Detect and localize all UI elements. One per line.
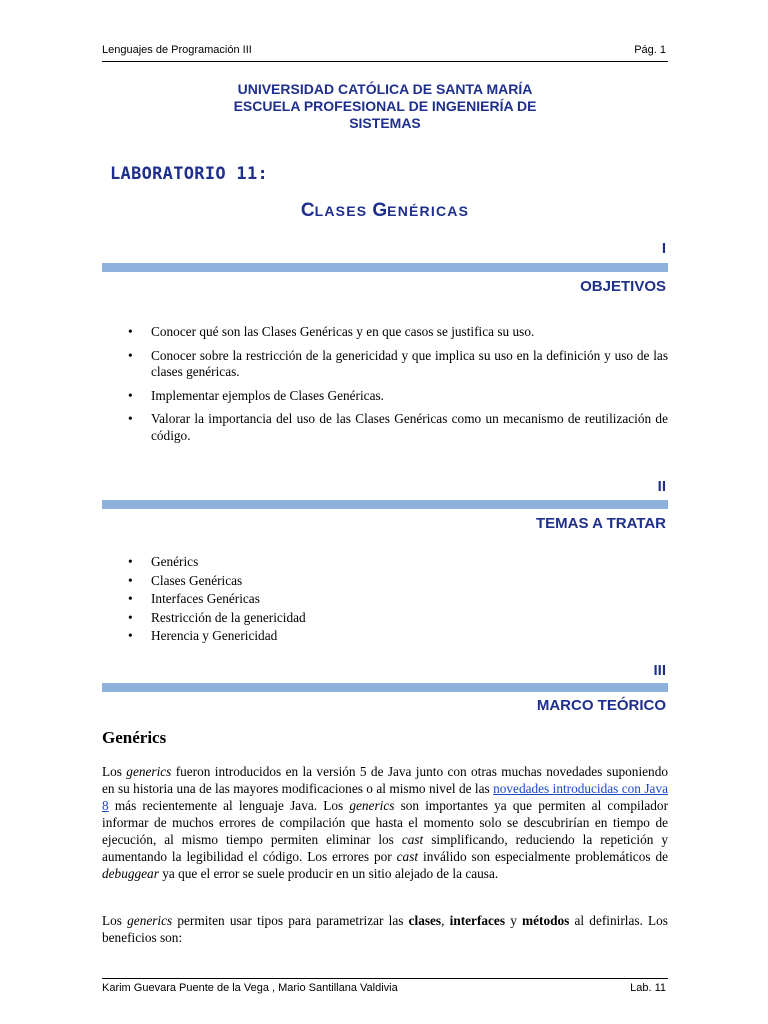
list-item: • Genérics xyxy=(128,553,668,572)
section-title-objetivos: OBJETIVOS xyxy=(580,278,666,295)
bold-clases: clases xyxy=(408,913,442,928)
lab-title: LABORATORIO 11: xyxy=(110,164,269,184)
list-item: • Implementar ejemplos de Clases Genéricas. xyxy=(128,388,668,405)
emphasis-debuggear: debuggear xyxy=(102,866,159,881)
subtitle-word-2: ENÉRICAS xyxy=(387,203,470,219)
section-title-temas: TEMAS A TRATAR xyxy=(536,515,666,532)
emphasis-cast: cast xyxy=(401,832,424,847)
list-item: • Restricción de la genericidad xyxy=(128,609,668,628)
emphasis-generics: generics xyxy=(126,764,172,779)
section-band-marco xyxy=(102,683,668,692)
section-title-marco: MARCO TEÓRICO xyxy=(536,697,666,714)
school-name-line2: SISTEMAS xyxy=(349,115,421,131)
emphasis-generics: generics xyxy=(127,913,173,928)
text-run: Los xyxy=(102,913,128,928)
footer-lab-number: Lab. 11 xyxy=(630,982,666,994)
footer-rule xyxy=(102,978,668,979)
list-item: • Conocer qué son las Clases Genéricas y en que casos se justifica su uso. xyxy=(128,324,668,341)
text-run: , xyxy=(441,913,450,928)
text-run: al definirlas. Los beneficios son: xyxy=(102,913,668,945)
text-run: permiten usar tipos para parametrizar las xyxy=(172,913,409,928)
emphasis-cast: cast xyxy=(396,849,419,864)
generics-paragraph-2 xyxy=(102,912,668,946)
text-run: son importantes ya que permiten al compilador informar de muchos errores de compilación que hasta el momento solo se descubrirían en tiempo de ejecución, al mismo tiempo permiten eliminar los xyxy=(102,798,668,847)
list-item: • Herencia y Genericidad xyxy=(128,627,668,646)
school-name-line1: ESCUELA PROFESIONAL DE INGENIERÍA DE xyxy=(233,98,537,114)
university-block xyxy=(102,81,668,132)
text-run: y xyxy=(505,913,523,928)
document-subtitle xyxy=(102,200,668,222)
header-rule xyxy=(102,61,668,62)
header-course: Lenguajes de Programación III xyxy=(102,44,252,56)
text-run: fueron introducidos en la versión 5 de Java junto con otras muchas novedades suponiendo en su historia una de las mayores modificaciones o al mismo nivel de las xyxy=(102,764,668,796)
text-run: Los xyxy=(102,764,127,779)
list-item: • Interfaces Genéricas xyxy=(128,590,668,609)
university-name: UNIVERSIDAD CATÓLICA DE SANTA MARÍA xyxy=(237,81,533,97)
bold-interfaces: interfaces xyxy=(449,913,506,928)
generics-heading: Genérics xyxy=(102,728,167,747)
text-run: inválido son especialmente problemáticos de xyxy=(418,849,669,864)
section-band-temas xyxy=(102,500,668,509)
list-item: • Clases Genéricas xyxy=(128,572,668,591)
bold-metodos: métodos xyxy=(522,913,570,928)
subtitle-word-1: LASES xyxy=(314,203,373,219)
subtitle-cap-c: C xyxy=(300,200,315,221)
section-number-marco: III xyxy=(653,662,666,679)
section-number-temas: II xyxy=(657,478,666,495)
section-band-objetivos xyxy=(102,263,668,272)
header-page-number: Pág. 1 xyxy=(634,44,666,56)
text-run: simplificando, reduciendo la repetición y aumentando la legibilidad el código. Los errores por xyxy=(102,832,668,864)
footer-authors: Karim Guevara Puente de la Vega , Mario Santillana Valdivia xyxy=(102,982,398,994)
list-item: • Conocer sobre la restricción de la genericidad y que implica su uso en la definición y uso de las clases genéricas. xyxy=(128,348,668,381)
list-item: • Valorar la importancia del uso de las Clases Genéricas como un mecanismo de reutilización de código. xyxy=(128,411,668,444)
objetivos-list xyxy=(128,324,668,444)
subtitle-cap-g: G xyxy=(372,200,388,221)
text-run: más recientemente al lenguaje Java. Los xyxy=(108,798,350,813)
java8-news-link[interactable]: novedades introducidas con Java 8 xyxy=(102,781,668,813)
generics-paragraph-1 xyxy=(102,763,668,882)
text-run: ya que el error se suele producir en un sitio alejado de la causa. xyxy=(158,866,499,881)
emphasis-generics: generics xyxy=(349,798,395,813)
temas-list xyxy=(128,553,668,646)
section-number-objetivos: I xyxy=(661,240,666,257)
